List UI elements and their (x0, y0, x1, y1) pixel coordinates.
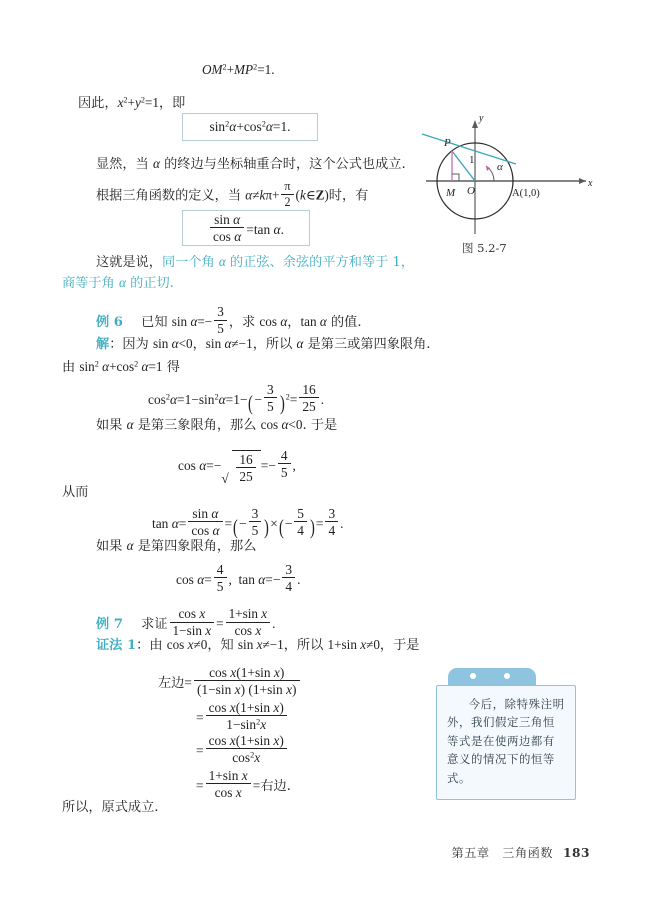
formula-box-pythagorean: $\sin^2\alpha+\cos^2\alpha=1$. (182, 113, 318, 141)
label-point-m: M (446, 187, 456, 199)
proof-step-3: = $\frac{\text{cos x(1+sin x)}}{\cos^2x}$ (196, 733, 289, 765)
proof-step-1: 左边= $\frac{\text{cos x(1+sin x)}}{\text{(1−sin x) (1+sin x)}}$ (158, 665, 302, 697)
figure-caption: 图 5.2-7 (462, 241, 507, 255)
example7-conclusion: 所以，原式成立. (62, 800, 159, 815)
label-x-axis: x (588, 178, 593, 189)
footer-chapter: 第五章 三角函数 (451, 846, 554, 860)
line-genju: 根据三角函数的定义，当 α≠kπ+ $\frac{\pi}{2}$ (k∈Z)时，有 (96, 179, 369, 209)
formula-box-tangent: $\frac{\text{sin α}}{\text{cos α}}$ =tan α. (182, 210, 310, 246)
example7-heading: 例 7 求证 $\frac{\text{cos x}}{\text{1−sin x}}$ = $\frac{\text{1+sin x}}{\text{cos x}}$ . (96, 606, 276, 638)
example6-solution-line1: 解：因为 sin α<0，sin α≠−1，所以 α 是第三或第四象限角. (96, 336, 431, 352)
right-side-label: 右边. (260, 779, 291, 795)
equation-om-mp: $OM^2+MP^2=1$. (202, 62, 275, 77)
note-tab (448, 668, 536, 685)
line-yinci: 因此，$x^2+y^2=1$，即 (78, 95, 186, 111)
label-origin: O (467, 185, 475, 197)
left-side-label: 左边 (158, 676, 185, 692)
figure-unit-circle (408, 108, 604, 245)
line-congr: 从而 (62, 485, 89, 500)
line-xianran: 显然，当 α 的终边与坐标轴重合时，这个公式也成立. (96, 156, 406, 172)
note-callout (436, 668, 576, 800)
equation-tan-value: tan α= $\frac{\text{sin α}}{\text{cos α}}$ =(− $\frac{3}{5}$ )×(− $\frac{5}{4}$ )= $\frac{3}{4}$ . (152, 506, 344, 539)
proof-label: 证法 1 (96, 638, 137, 653)
y-axis-arrow (472, 120, 478, 128)
highlight-statement-1: 同一个角 α 的正弦、余弦的平方和等于 1， (161, 254, 415, 270)
footer-page-number: 183 (563, 846, 590, 860)
label-point-p: P (444, 137, 451, 149)
highlight-statement-2: 商等于角 α 的正切. (62, 275, 174, 291)
note-tab-dot-icon (504, 673, 510, 679)
line-third-quadrant: 如果 α 是第三象限角，那么 cos α<0. 于是 (96, 417, 338, 433)
page-footer (452, 844, 590, 861)
label-radius-1: 1 (469, 154, 475, 166)
line-zhejiu-prefix: 这就是说， (96, 255, 162, 270)
label-angle-alpha: α (497, 161, 503, 173)
unit-circle-svg (408, 108, 604, 240)
example7-proof-line1: 证法 1：由 cos x≠0，知 sin x≠−1，所以 1+sin x≠0，于是 (96, 637, 420, 653)
proof-step-4: = $\frac{\text{1+sin x}}{\text{cos x}}$ =右边. (196, 768, 291, 800)
label-y-axis: y (479, 113, 484, 124)
equation-fourth-quadrant: cos α= $\frac{4}{5}$ , tan α=− $\frac{3}{4}$ . (176, 562, 301, 594)
proof-step-2: = $\frac{\text{cos x(1+sin x)}}{1-\sin^2x}$ (196, 700, 289, 732)
note-text: 今后，除特殊注明外，我们假定三角恒等式是在使两边都有意义的情况下的恒等式。 (436, 685, 576, 800)
example6-heading: 例 6 已知 sin α=− $\frac{3}{5}$ ，求 cos α，tan α 的值. (96, 304, 362, 336)
example7-statement-prefix: 求证 (141, 616, 168, 632)
equation-cos-value: cos α=− √ $\frac{16}{25}$ =− $\frac{4}{5}$ , (178, 448, 296, 486)
solution-label: 解 (96, 337, 110, 352)
angle-arc-arrow (486, 166, 490, 171)
x-axis-arrow (579, 178, 586, 184)
line-zhejiushishuo (96, 255, 414, 269)
label-point-a: A(1,0) (512, 188, 540, 199)
right-angle-mark (452, 174, 459, 181)
equation-cos-squared: $\cos^2\alpha=1-\sin^2\alpha=1-(-$ $\frac{3}{5}$ )$^2$= $\frac{16}{25}$ . (148, 382, 325, 415)
example6-solution-line2: 由 $\sin^2 \alpha+\cos^2$ α=1 得 (62, 359, 180, 375)
example7-label: 例 7 (96, 616, 123, 632)
example6-label: 例 6 (96, 314, 123, 330)
line-fourth-quadrant: 如果 α 是第四象限角，那么 (96, 538, 257, 554)
note-tab-dot-icon (470, 673, 476, 679)
